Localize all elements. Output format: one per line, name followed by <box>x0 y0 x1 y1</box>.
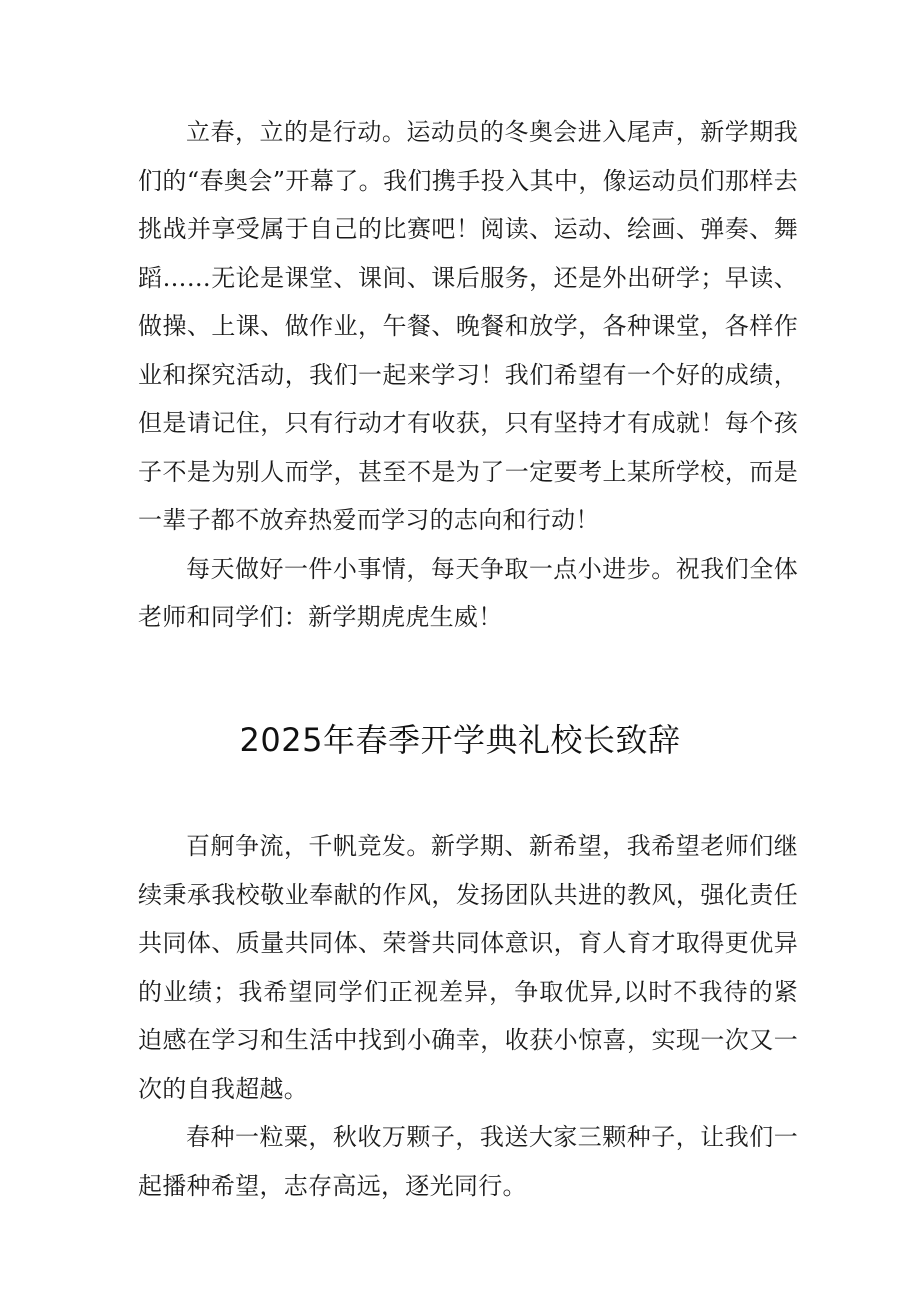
speech-title: 2025年春季开学典礼校长致辞 <box>239 721 681 759</box>
paragraph-three-seeds: 春种一粒粟，秋收万颗子，我送大家三颗种子，让我们一起播种希望，志存高远，逐光同行。 <box>138 1123 798 1200</box>
paragraph-closing-wishes: 每天做好一件小事情，每天争取一点小进步。祝我们全体老师和同学们：新学期虎虎生威！ <box>138 554 798 631</box>
paragraph-new-semester-hopes: 百舸争流，千帆竞发。新学期、新希望，我希望老师们继续秉承我校敬业奉献的作风，发扬团队共进的教风，强化责任共同体、质量共同体、荣誉共同体意识，育人育才取得更优异的业绩；我希望同学们正视差异，争取优异,以时不我待的紧迫感在学习和生活中找到小确幸，收获小惊喜，实现一次又一次的自我超越。 <box>138 832 798 1103</box>
previous-speech-ending <box>138 108 798 642</box>
paragraph-spring-action: 立春，立的是行动。运动员的冬奥会进入尾声，新学期我们的“春奥会”开幕了。我们携手投入其中，像运动员们那样去挑战并享受属于自己的比赛吧！阅读、运动、绘画、弹奏、舞蹈……无论是课堂、课间、课后服务，还是外出研学；早读、做操、上课、做作业，午餐、晚餐和放学，各种课堂，各样作业和探究活动，我们一起来学习！我们希望有一个好的成绩，但是请记住，只有行动才有收获，只有坚持才有成就！每个孩子不是为别人而学，甚至不是为了一定要考上某所学校，而是一辈子都不放弃热爱而学习的志向和行动！ <box>138 118 798 534</box>
speech-body <box>138 822 798 1210</box>
